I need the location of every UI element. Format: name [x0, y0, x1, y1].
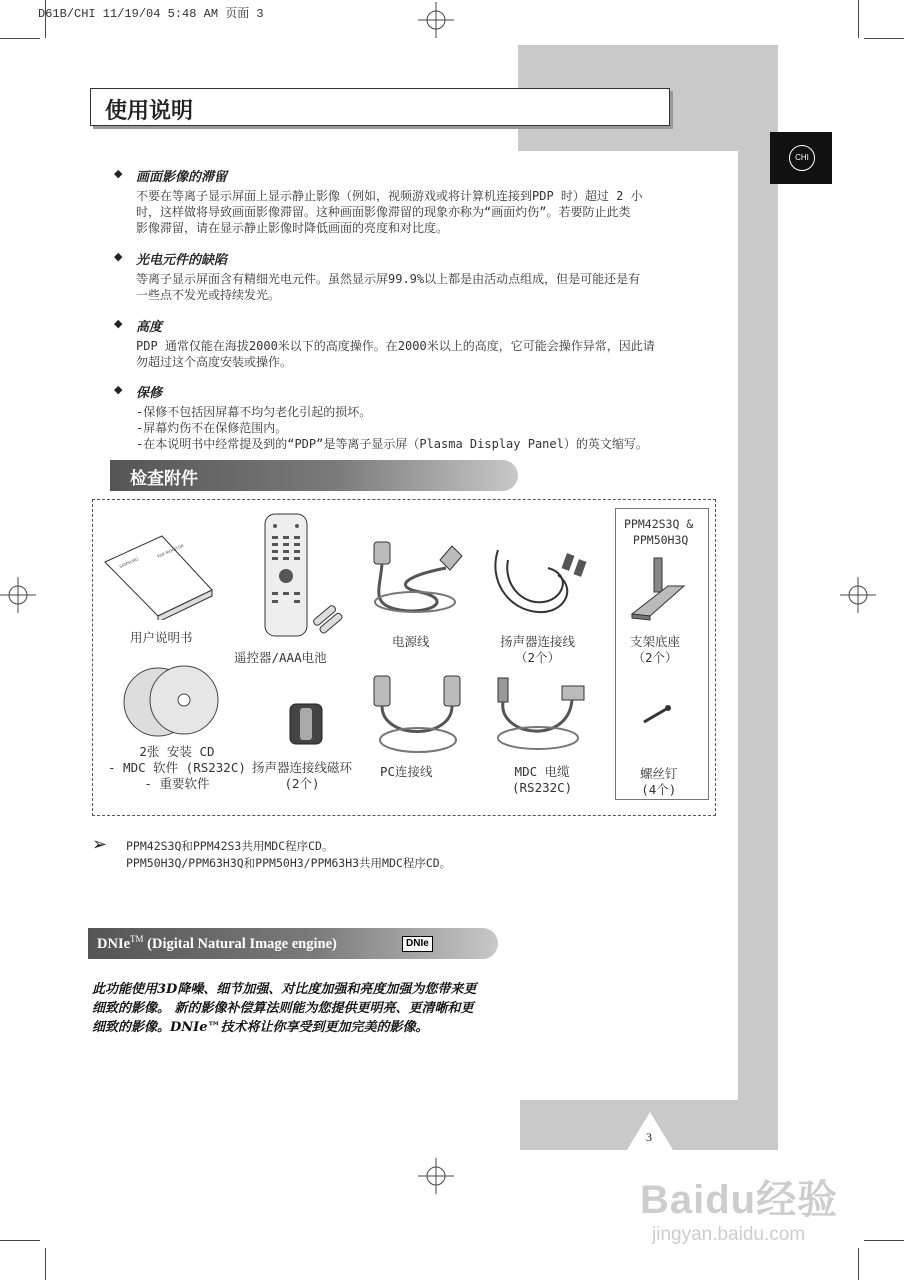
section-image-retention [114, 166, 643, 236]
dnie-line: 细致的影像。DNIe™技术将让你享受到更加完美的影像。 [92, 1020, 429, 1035]
registration-mark [418, 1158, 454, 1194]
dnie-line: 细致的影像。 新的影像补偿算法则能为您提供更明亮、更清晰和更 [92, 1001, 474, 1016]
screw-icon [640, 702, 674, 726]
registration-mark [840, 577, 876, 613]
speaker-cable-qty: （2个） [514, 650, 561, 665]
cd-line2: - MDC 软件 (RS232C) [108, 760, 246, 775]
stand-icon [628, 556, 688, 622]
screw-caption [640, 766, 678, 798]
registration-mark [0, 577, 36, 613]
text-line: -保修不包括因屏幕不均匀老化引起的损坏。 [136, 405, 372, 419]
screw-label: 螺丝钉 [640, 766, 678, 781]
speaker-cable-label: 扬声器连接线 [500, 634, 576, 649]
stand-caption [630, 634, 680, 666]
mdc-cable-sub: (RS232C) [512, 780, 573, 795]
text-line: 勿超过这个高度安装或操作。 [136, 355, 293, 369]
gray-band-right [738, 45, 778, 1150]
section-heading: 高度 [136, 320, 163, 335]
text-line: -屏幕灼伤不在保修范围内。 [136, 421, 288, 435]
ferrite-qty: (2个) [284, 776, 320, 791]
stand-models-line1: PPM42S3Q & [624, 517, 694, 531]
mdc-cable-icon [488, 676, 593, 756]
accessories-heading-bar [110, 460, 518, 491]
ferrite-caption [252, 760, 352, 792]
manual-cover-text: PDP MONITOR [156, 542, 185, 560]
section-warranty [114, 382, 648, 452]
section-heading: 保修 [136, 386, 163, 401]
stand-models-line2: PPM50H3Q [632, 533, 689, 547]
section-heading: 画面影像的滞留 [136, 170, 228, 185]
remote-caption: 遥控器/AAA电池 [234, 650, 327, 665]
power-cord-icon [360, 530, 470, 620]
text-line: -在本说明书中经常提及到的“PDP”是等离子显示屏（Plasma Display Panel）的英文缩写。 [136, 437, 648, 451]
note-line: PPM42S3Q和PPM42S3共用MDC程序CD。 [126, 839, 334, 853]
speaker-cable-caption [500, 634, 575, 666]
accessories-heading: 检查附件 [130, 469, 198, 489]
manual-icon [100, 530, 215, 620]
diamond-bullet-icon: ◆ [114, 250, 123, 263]
crop-mark [0, 1240, 40, 1241]
section-altitude [114, 316, 655, 370]
remote-icon [255, 512, 355, 642]
diamond-bullet-icon: ◆ [114, 383, 123, 396]
power-cord-caption: 电源线 [392, 634, 430, 649]
note-arrow-icon: ➢ [92, 834, 108, 855]
watermark-brand: Baidu经验 [640, 1178, 839, 1222]
dnie-description [92, 980, 476, 1037]
cd-icon [118, 660, 228, 740]
crop-mark [864, 38, 904, 39]
mdc-cable-label: MDC 电缆 [514, 764, 570, 779]
text-line: 一些点不发光或持续发光。 [136, 288, 281, 302]
diamond-bullet-icon: ◆ [114, 317, 123, 330]
ferrite-label: 扬声器连接线磁环 [252, 760, 353, 775]
text-line: 等离子显示屏面含有精细光电元件。虽然显示屏99.9%以上都是由活动点组成，但是可能还是有 [136, 272, 641, 286]
page-title: 使用说明 [105, 99, 194, 124]
dnie-heading-bold: DNIe [97, 935, 131, 952]
dnie-badge: DNIe [402, 936, 433, 952]
crop-mark [858, 0, 859, 38]
cd-caption [108, 744, 246, 792]
speaker-cable-icon [488, 540, 593, 625]
section-heading: 光电元件的缺陷 [136, 253, 228, 268]
section-cell-defects [114, 249, 641, 303]
registration-mark [418, 2, 454, 38]
note-block [126, 838, 451, 872]
page-number: 3 [646, 1130, 652, 1144]
crop-mark [858, 1248, 859, 1280]
dnie-heading [97, 934, 337, 953]
dnie-line: 此功能使用3D降噪、细节加强、对比度加强和亮度加强为您带来更 [92, 982, 477, 997]
dnie-heading-rest: (Digital Natural Image engine) [143, 935, 337, 952]
text-line: 不要在等离子显示屏面上显示静止影像（例如，视频游戏或将计算机连接到PDP 时）超过 2 小 [136, 189, 643, 203]
stand-models [624, 516, 693, 548]
manual-caption: 用户说明书 [130, 630, 193, 645]
crop-mark [45, 1248, 46, 1280]
watermark-url: jingyan.baidu.com [652, 1224, 806, 1245]
print-header: D61B/CHI 11/19/04 5:48 AM 页面 3 [38, 7, 264, 21]
text-line: PDP 通常仅能在海拔2000米以下的高度操作。在2000米以上的高度，它可能会操作异常，因此请 [136, 339, 655, 353]
crop-mark [864, 1240, 904, 1241]
dnie-heading-tm: TM [130, 934, 144, 944]
ferrite-core-icon [284, 700, 328, 750]
pc-cable-icon [368, 670, 468, 760]
cd-line3: - 重要软件 [144, 776, 210, 791]
mdc-cable-caption [512, 764, 572, 796]
screw-qty: (4个) [641, 782, 677, 797]
text-line: 时，这样做将导致画面影像滞留。这种画面影像滞留的现象亦称为“画面灼伤”。若要防止此类 [136, 205, 631, 219]
crop-mark [0, 38, 40, 39]
manual-logo: SAMSUNG [118, 556, 140, 570]
cd-line1: 2张 安装 CD [139, 744, 215, 759]
dnie-heading-bar [88, 928, 498, 959]
language-tab [770, 132, 832, 184]
note-line: PPM50H3Q/PPM63H3Q和PPM50H3/PPM63H3共用MDC程序CD。 [126, 856, 452, 870]
stand-label: 支架底座 [630, 634, 681, 649]
stand-qty: （2个） [632, 650, 678, 665]
diamond-bullet-icon: ◆ [114, 167, 123, 180]
page-title-box [90, 88, 670, 126]
text-line: 影像滞留，请在显示静止影像时降低画面的亮度和对比度。 [136, 221, 449, 235]
pc-cable-caption: PC连接线 [380, 764, 433, 779]
language-tab-label: CHI [789, 145, 815, 171]
